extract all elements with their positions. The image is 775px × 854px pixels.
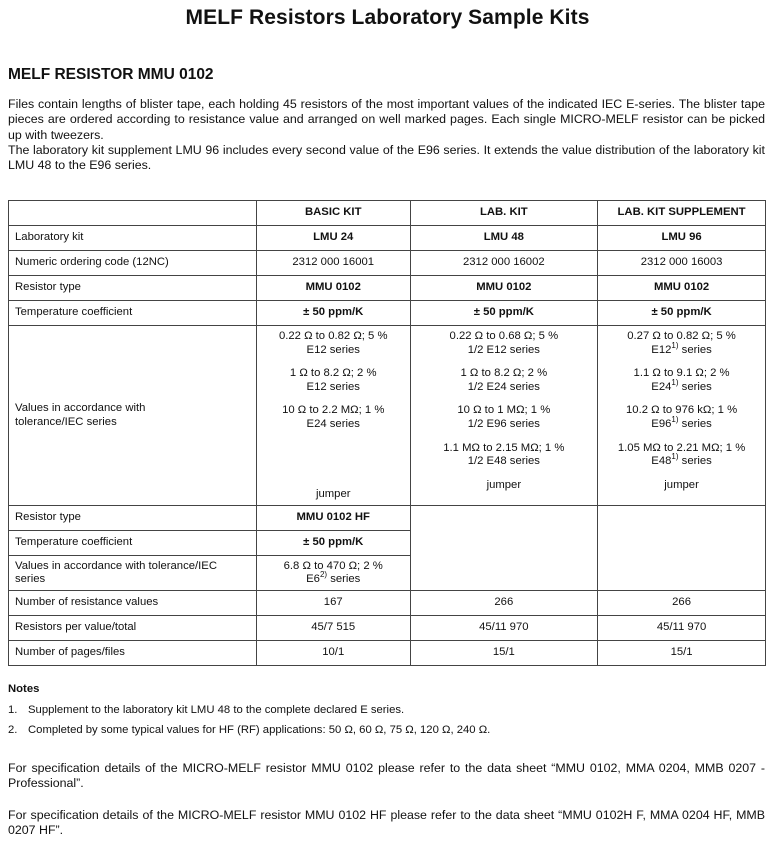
jumper-label: jumper: [664, 478, 699, 491]
notes-section: [8, 683, 768, 744]
table-row: [9, 641, 766, 666]
table-cell: ± 50 ppm/K: [410, 301, 598, 326]
table-row: [9, 616, 766, 641]
empty-cell: [598, 506, 766, 591]
table-cell: 2312 000 16002: [410, 251, 598, 276]
table-cell-values-lab: [410, 326, 598, 506]
table-cell: 2312 000 16003: [598, 251, 766, 276]
row-label: Number of pages/files: [9, 641, 257, 666]
row-label: Numeric ordering code (12NC): [9, 251, 257, 276]
table-cell: LMU 24: [256, 226, 410, 251]
row-label: Resistors per value/total: [9, 616, 257, 641]
row-label: Resistor type: [9, 276, 257, 301]
value-range: 1.1 MΩ to 2.15 MΩ; 1 % 1/2 E48 series: [443, 441, 565, 468]
row-label: Temperature coefficient: [9, 531, 257, 556]
empty-cell: [410, 506, 598, 591]
value-range: 10 Ω to 2.2 MΩ; 1 % E24 series: [282, 404, 385, 430]
intro-paragraph: Files contain lengths of blister tape, each holding 45 resistors of the most important values of the indicated IEC E-series. The blister tape pieces are ordered according to resistance value and arranged on well marked pages. Each single MICRO-MELF resistor can be picked up with tweezers.: [8, 97, 765, 142]
jumper-label: jumper: [315, 487, 351, 500]
row-label-line: Values in accordance with tolerance/IEC: [15, 559, 217, 572]
page-title: MELF Resistors Laboratory Sample Kits: [185, 6, 590, 29]
kit-spec-table: [8, 200, 766, 666]
note-number: 2.: [8, 724, 18, 736]
table-cell: 45/11 970: [598, 616, 766, 641]
value-range: 1 Ω to 8.2 Ω; 2 % 1/2 E24 series: [460, 367, 548, 393]
table-row: [9, 276, 766, 301]
table-header-cell: LAB. KIT SUPPLEMENT: [598, 201, 766, 226]
table-header-cell: [9, 201, 257, 226]
table-cell: 15/1: [410, 641, 598, 666]
note-item: [8, 724, 768, 736]
table-cell: LMU 48: [410, 226, 598, 251]
table-cell: 15/1: [598, 641, 766, 666]
table-cell: ± 50 ppm/K: [598, 301, 766, 326]
table-cell: 10/1: [256, 641, 410, 666]
value-range: 0.22 Ω to 0.68 Ω; 5 % 1/2 E12 series: [449, 330, 559, 356]
row-label-line: series: [15, 573, 46, 586]
table-cell: 2312 000 16001: [256, 251, 410, 276]
table-row: [9, 301, 766, 326]
table-row: [9, 506, 766, 531]
row-label: Temperature coefficient: [9, 301, 257, 326]
intro-paragraph: The laboratory kit supplement LMU 96 includes every second value of the E96 series. It extends the value distribution of the laboratory kit LMU 48 to the E96 series.: [8, 142, 765, 173]
table-row: [9, 251, 766, 276]
row-label-line: Values in accordance with: [15, 401, 146, 414]
table-cell: 45/7 515: [256, 616, 410, 641]
table-header-cell: LAB. KIT: [410, 201, 598, 226]
section-title: MELF RESISTOR MMU 0102: [8, 66, 214, 83]
table-cell: 266: [410, 591, 598, 616]
table-header-cell: BASIC KIT: [256, 201, 410, 226]
row-label: Resistor type: [9, 506, 257, 531]
table-row: [9, 226, 766, 251]
table-cell: MMU 0102 HF: [256, 506, 410, 531]
table-cell: 45/11 970: [410, 616, 598, 641]
table-row: [9, 326, 766, 506]
value-range: 0.27 Ω to 0.82 Ω; 5 % E12$^{1)}$ series: [627, 330, 736, 356]
row-label: Number of resistance values: [9, 591, 257, 616]
table-cell: MMU 0102: [410, 276, 598, 301]
table-cell: LMU 96: [598, 226, 766, 251]
intro-text: [8, 97, 765, 173]
table-cell: 266: [598, 591, 766, 616]
table-cell: 167: [256, 591, 410, 616]
row-label: [9, 326, 257, 506]
row-label: [9, 556, 257, 591]
note-text: Completed by some typical values for HF (RF) applications: 50 Ω, 60 Ω, 75 Ω, 120 Ω, 240 Ω.: [28, 724, 491, 736]
table-cell-values-supplement: [598, 326, 766, 506]
value-range: 1.1 Ω to 9.1 Ω; 2 % E24$^{1)}$ series: [633, 367, 730, 393]
table-cell: 6.8 Ω to 470 Ω; 2 % E6$^{2)}$ series: [256, 556, 410, 591]
notes-title: Notes: [8, 683, 40, 695]
note-item: [8, 704, 768, 716]
table-cell: MMU 0102: [256, 276, 410, 301]
table-cell: MMU 0102: [598, 276, 766, 301]
value-range: 1.05 MΩ to 2.21 MΩ; 1 % E48$^{1)}$ series: [617, 441, 746, 468]
row-label-line: tolerance/IEC series: [15, 415, 117, 428]
table-cell: ± 50 ppm/K: [256, 301, 410, 326]
value-range: 1 Ω to 8.2 Ω; 2 % E12 series: [289, 367, 377, 393]
table-cell-values-basic: [256, 326, 410, 506]
footer-paragraph: For specification details of the MICRO-MELF resistor MMU 0102 HF please refer to the data sheet “MMU 0102H F, MMA 0204 HF, MMB 0207 HF”.: [8, 808, 765, 838]
value-range: 10.2 Ω to 976 kΩ; 1 % E96$^{1)}$ series: [626, 404, 738, 430]
value-range: 0.22 Ω to 0.82 Ω; 5 % E12 series: [278, 330, 388, 356]
table-header-row: [9, 201, 766, 226]
footer-paragraph: For specification details of the MICRO-MELF resistor MMU 0102 please refer to the data sheet “MMU 0102, MMA 0204, MMB 0207 - Professional”.: [8, 761, 765, 791]
row-label: Laboratory kit: [9, 226, 257, 251]
value-range: 10 Ω to 1 MΩ; 1 % 1/2 E96 series: [457, 404, 551, 430]
jumper-label: jumper: [486, 478, 522, 491]
note-number: 1.: [8, 704, 18, 716]
table-cell: ± 50 ppm/K: [256, 531, 410, 556]
note-text: Supplement to the laboratory kit LMU 48 to the complete declared E series.: [28, 704, 405, 716]
table-row: [9, 591, 766, 616]
